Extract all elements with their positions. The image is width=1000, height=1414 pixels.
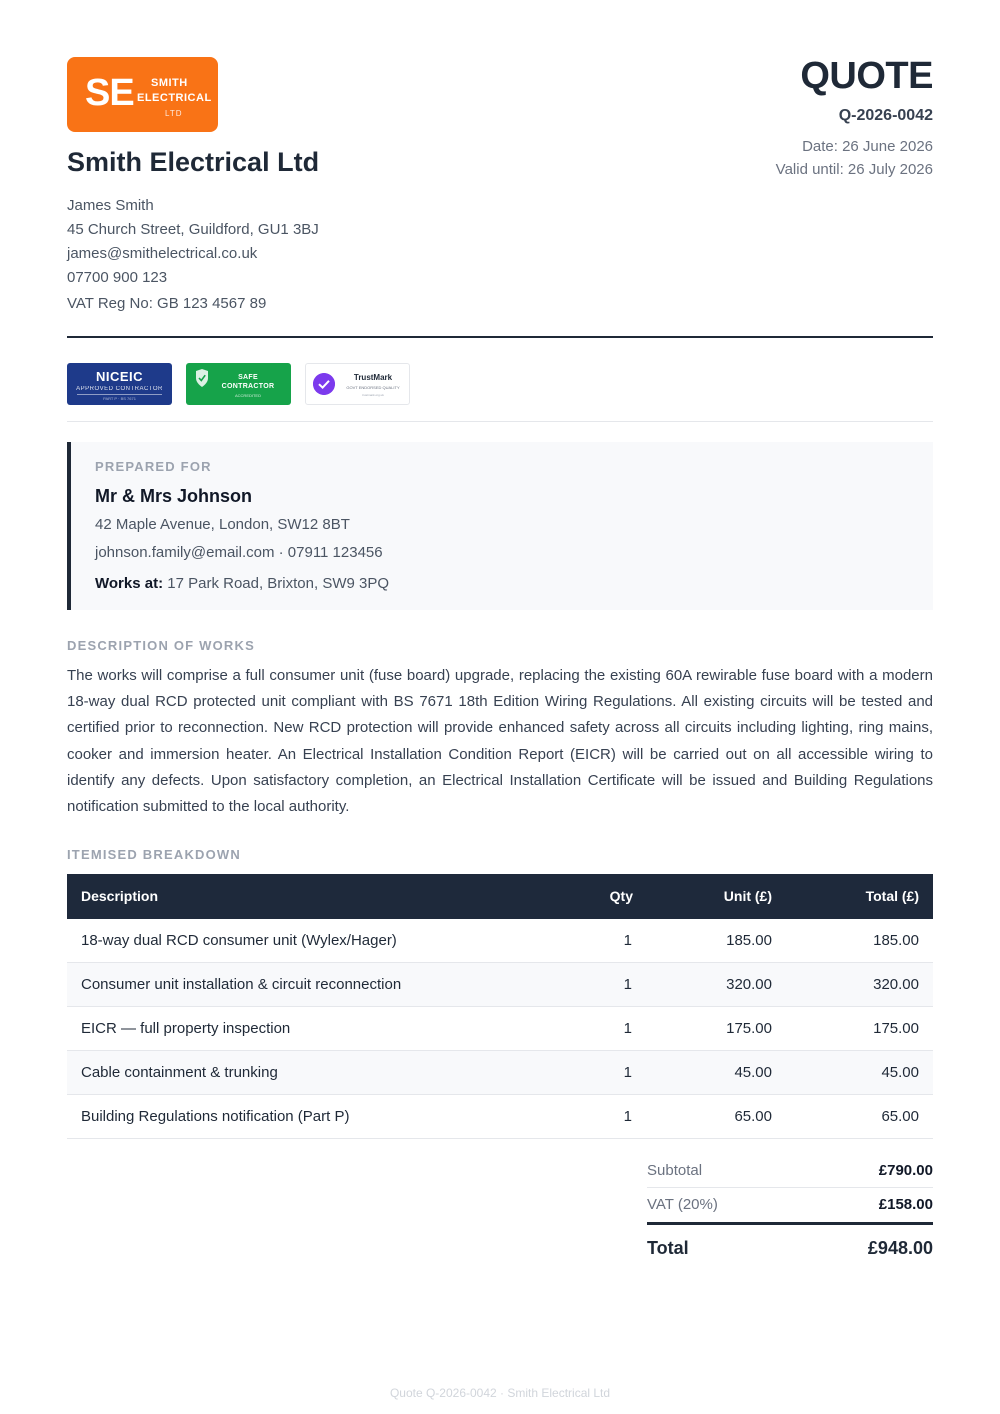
row-description: Building Regulations notification (Part P) xyxy=(81,1108,350,1125)
table-row xyxy=(67,919,933,963)
quote-date: Date: 26 June 2026 xyxy=(802,138,933,155)
niceic-small: PART P · BS 7671 xyxy=(103,396,136,401)
header-description: Description xyxy=(81,888,159,904)
row-qty: 1 xyxy=(623,1064,632,1081)
trustmark-small: trustmark.org.uk xyxy=(362,393,384,397)
safe-contractor-badge xyxy=(186,363,291,405)
row-total: 185.00 xyxy=(873,932,919,949)
vat-value: £158.00 xyxy=(878,1196,933,1213)
page-footer: Quote Q-2026-0042 · Smith Electrical Ltd xyxy=(389,1386,611,1400)
safe-title-line-2: CONTRACTOR xyxy=(221,383,275,390)
prepared-for-panel xyxy=(67,442,933,610)
shield-check-icon xyxy=(196,369,208,387)
works-address: 17 Park Road, Brixton, SW9 3PQ xyxy=(167,575,390,592)
row-total: 320.00 xyxy=(873,976,919,993)
row-unit: 185.00 xyxy=(726,932,772,949)
header xyxy=(67,57,933,319)
vat-number: VAT Reg No: GB 123 4567 89 xyxy=(67,295,267,312)
logo-line-3: LTD xyxy=(165,109,183,118)
safe-title xyxy=(208,373,288,391)
totals-block xyxy=(647,1154,933,1271)
quote-valid-until: Valid until: 26 July 2026 xyxy=(775,161,933,178)
client-name: Mr & Mrs Johnson xyxy=(95,486,253,506)
logo-line-2: ELECTRICAL xyxy=(137,92,212,104)
niceic-badge xyxy=(67,363,172,405)
check-circle-icon xyxy=(313,373,335,395)
subtotal-value: £790.00 xyxy=(878,1162,933,1179)
row-description: Consumer unit installation & circuit reconnection xyxy=(81,976,402,993)
works-location xyxy=(95,575,389,592)
company-name: Smith Electrical Ltd xyxy=(67,147,320,177)
quote-dates xyxy=(776,135,933,181)
row-unit: 65.00 xyxy=(734,1108,772,1125)
prepared-for-label: PREPARED FOR xyxy=(95,459,212,474)
vat-row xyxy=(647,1188,933,1222)
logo-initials: SE xyxy=(85,72,134,114)
document-title: QUOTE xyxy=(800,55,933,97)
trustmark-badge xyxy=(305,363,410,405)
row-description: EICR — full property inspection xyxy=(81,1020,291,1037)
badges-divider xyxy=(67,421,933,422)
row-description: 18-way dual RCD consumer unit (Wylex/Hager) xyxy=(81,932,397,949)
itemised-label: ITEMISED BREAKDOWN xyxy=(67,847,241,862)
quote-document xyxy=(67,55,933,1258)
row-total: 175.00 xyxy=(873,1020,919,1037)
row-total: 45.00 xyxy=(881,1064,919,1081)
total-label: Total xyxy=(647,1238,689,1258)
table-row xyxy=(67,963,933,1007)
table-header xyxy=(67,874,933,919)
row-qty: 1 xyxy=(623,1020,632,1037)
niceic-divider xyxy=(77,394,162,395)
header-qty: Qty xyxy=(609,888,633,904)
row-total: 65.00 xyxy=(881,1108,919,1125)
trustmark-title: TrustMark xyxy=(353,373,393,382)
niceic-subtitle: APPROVED CONTRACTOR xyxy=(76,386,163,392)
header-divider xyxy=(67,336,933,338)
company-email: james@smithelectrical.co.uk xyxy=(67,245,258,262)
company-logo xyxy=(67,57,218,132)
row-unit: 175.00 xyxy=(726,1020,772,1037)
subtotal-label: Subtotal xyxy=(647,1162,703,1179)
works-label: Works at: xyxy=(95,575,164,592)
niceic-title: NICEIC xyxy=(95,369,144,384)
row-description: Cable containment & trunking xyxy=(81,1064,278,1081)
accreditation-badges xyxy=(67,363,933,405)
description-text: The works will comprise a full consumer unit (fuse board) upgrade, replacing the existing 60A rewirable fuse board with a modern 18-way dual RCD protected unit compliant with BS 7671 18th Edition Wiring Regulations. All existing circuits will be tested and certified prior to reconnection. New RCD protection will provide enhanced safety across all circuits including lighting, ring mains, cooker and immersion heater. An Electrical Installation Condition Report (EICR) will be carried out on all accessible wiring to identify any defects. Upon satisfactory completion, an Electrical Installation Certificate will be issued and Building Regulations notification submitted to the local authority. xyxy=(67,667,933,816)
safe-subtitle: ACCREDITED xyxy=(234,393,261,398)
logo-line-1: SMITH xyxy=(151,77,188,89)
trustmark-subtitle: GOVT ENDORSED QUALITY xyxy=(346,385,400,390)
company-contact xyxy=(67,194,319,290)
subtotal-row xyxy=(647,1154,933,1188)
header-unit: Unit (£) xyxy=(723,888,772,904)
safe-title-line-1: SAFE xyxy=(238,374,258,381)
table-row xyxy=(67,1007,933,1051)
header-total: Total (£) xyxy=(865,888,919,904)
table-row xyxy=(67,1095,933,1139)
row-qty: 1 xyxy=(623,976,632,993)
vat-label: VAT (20%) xyxy=(647,1196,718,1213)
client-contact: johnson.family@email.com · 07911 123456 xyxy=(95,544,383,561)
contact-name: James Smith xyxy=(67,197,154,214)
client-address: 42 Maple Avenue, London, SW12 8BT xyxy=(95,516,350,533)
company-address: 45 Church Street, Guildford, GU1 3BJ xyxy=(67,221,319,238)
description-label: DESCRIPTION OF WORKS xyxy=(67,638,255,653)
items-table xyxy=(67,874,933,1139)
quote-number: Q-2026-0042 xyxy=(838,107,933,124)
total-row xyxy=(647,1225,933,1271)
row-unit: 320.00 xyxy=(726,976,772,993)
company-phone: 07700 900 123 xyxy=(67,269,168,286)
total-value: £948.00 xyxy=(867,1238,933,1258)
row-unit: 45.00 xyxy=(734,1064,772,1081)
table-row xyxy=(67,1051,933,1095)
row-qty: 1 xyxy=(623,932,632,949)
row-qty: 1 xyxy=(623,1108,632,1125)
